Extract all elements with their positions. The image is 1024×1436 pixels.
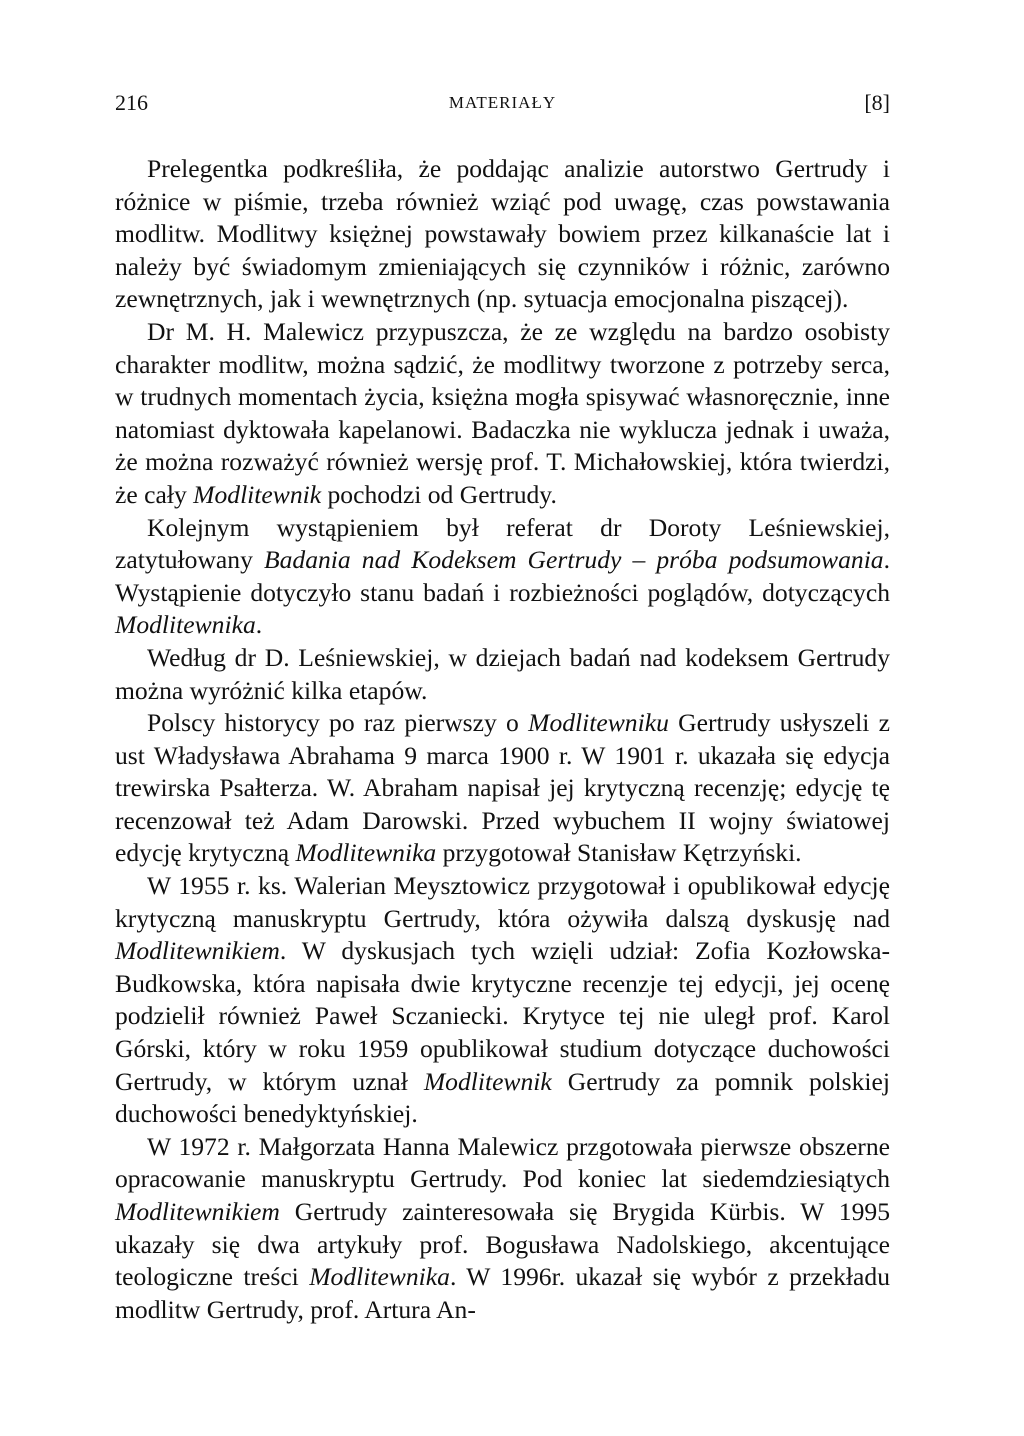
italic-text: Badania nad Kodeksem Gertrudy – próba podsumowania xyxy=(263,545,884,575)
running-head xyxy=(115,88,890,124)
paragraph xyxy=(115,870,890,1131)
text-run: Polscy historycy po raz pierwszy o xyxy=(147,708,529,738)
running-title: MATERIAŁY xyxy=(448,93,557,112)
section-marker: [8] xyxy=(864,90,890,115)
text-run: W 1972 r. Małgorzata Hanna Malewicz przgotowała pierwsze obszerne opracowanie manuskryptu Gertrudy. Pod koniec lat siedemdziesiątych xyxy=(115,1131,890,1194)
paragraph xyxy=(115,153,890,316)
document-page xyxy=(115,88,890,1326)
text-run: Gertrudy usłyszeli z ust Władysława Abrahama 9 marca 1900 r. W 1901 r. ukazała się edycja trewirska Psałterza. W. Abraham napisał jej krytyczną recenzję; edycję tę recenzował też Adam Darowski. Przed wybuchem II wojny światowej edycję krytyczną xyxy=(115,708,890,868)
page-number: 216 xyxy=(115,90,148,115)
text-run: . W dyskusjach tych wzięli udział: Zofia Kozłowska-Budkowska, która napisała dwie krytyczne recenzje tej edycji, jej ocenę podzielił również Paweł Sczaniecki. Krytyce tej nie uległ prof. Karol Górski, który w roku 1959 opublikował studium dotyczące duchowości Gertrudy, w którym uznał xyxy=(115,936,890,1096)
text-run: W 1955 r. ks. Walerian Meysztowicz przygotował i opublikował edycję krytyczną manuskryptu Gertrudy, która ożywiła dalszą dyskusję nad xyxy=(115,871,890,933)
italic-text: Modlitewnika xyxy=(115,610,256,640)
text-run: Dr M. H. Malewicz przypuszcza, że ze względu na bardzo osobisty charakter modlitw, można sądzić, że modlitwy tworzone z potrzeby serca, w trudnych momentach życia, księżna mogła spisywać własnoręcznie, inne natomiast dyktowała kapelanowi. Badaczka nie wyklucza jednak i uważa, że można rozważyć również wersję prof. T. Michałowskiej, która twierdzi, że cały xyxy=(115,316,890,509)
text-run: . W 1996r. ukazał się wybór z przekładu modlitw Gertrudy, prof. Artura An- xyxy=(115,1262,890,1324)
italic-text: Modlitewnik xyxy=(423,1066,552,1096)
text-run: Gertrudy zainteresowała się Brygida Kürbis. W 1995 ukazały się dwa artykuły prof. Bogusława Nadolskiego, akcentujące teologiczne treści xyxy=(115,1197,890,1292)
paragraph xyxy=(115,1131,890,1327)
paragraph xyxy=(115,707,890,870)
paragraph xyxy=(115,316,890,512)
paragraph xyxy=(115,512,890,642)
text-run: . xyxy=(255,610,263,640)
text-run: Gertrudy za pomnik polskiej duchowości benedyktyńskiej. xyxy=(115,1066,890,1129)
italic-text: Modlitewnikiem xyxy=(115,1197,280,1226)
text-run: przygotował Stanisław Kętrzyński. xyxy=(436,838,802,868)
paragraph xyxy=(115,642,890,707)
text-run: pochodzi od Gertrudy. xyxy=(321,479,557,509)
italic-text: Modlitewnika xyxy=(295,838,437,868)
italic-text: Modlitewnik xyxy=(193,479,322,509)
text-run: Kolejnym wystąpieniem był referat dr Doroty Leśniewskiej, zatytułowany xyxy=(115,512,890,575)
body-text xyxy=(115,153,890,1326)
text-run: . Wystąpienie dotyczyło stanu badań i rozbieżności poglądów, dotyczących xyxy=(115,545,891,607)
text-run: Według dr D. Leśniewskiej, w dziejach badań nad kodeksem Gertrudy można wyróżnić kilka etapów. xyxy=(115,642,890,705)
italic-text: Modlitewnikiem xyxy=(115,936,280,966)
italic-text: Modlitewniku xyxy=(528,708,669,738)
text-run: Prelegentka podkreśliła, że poddając analizie autorstwo Gertrudy i różnice w piśmie, trzeba również wziąć pod uwagę, czas powstawania modlitw. Modlitwy księżnej powstawały bowiem przez kilkanaście lat i należy być świadomym zmieniających się czynników i różnic, zarówno zewnętrznych, jak i wewnętrznych (np. sytuacja emocjonalna piszącej). xyxy=(115,154,890,314)
italic-text: Modlitewnika xyxy=(309,1262,450,1292)
